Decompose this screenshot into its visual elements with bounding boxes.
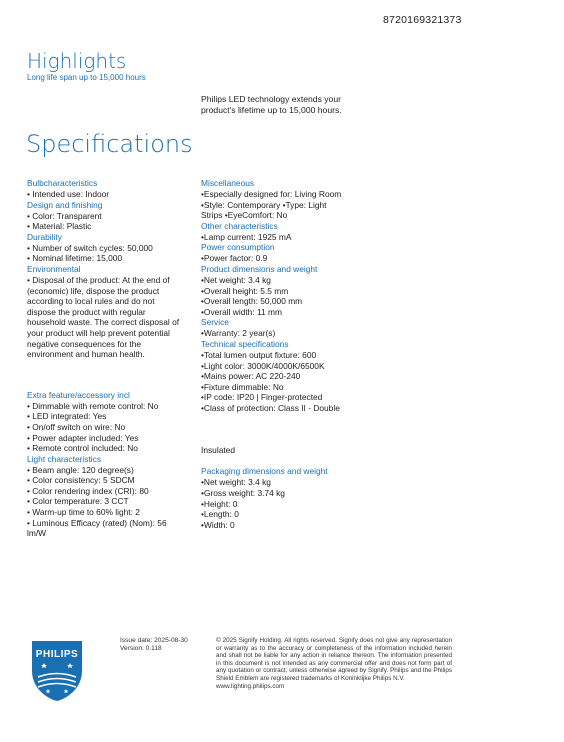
- spec-item: • Nominal lifetime: 15,000: [27, 253, 123, 264]
- spec-item: • Color temperature: 3 CCT: [27, 496, 129, 507]
- spec-item: • LED integrated: Yes: [27, 411, 107, 422]
- issue-date: Issue date: 2025-08-30: [120, 637, 188, 644]
- issue-info: [120, 637, 188, 653]
- spec-item: • Intended use: Indoor: [27, 189, 110, 199]
- spec-item: • Color: Transparent: [27, 210, 102, 221]
- spec-item: •Height: 0: [201, 498, 238, 509]
- spec-item: • Luminous Efficacy (rated) (Nom): 56: [27, 517, 167, 528]
- philips-shield-icon: [24, 637, 90, 703]
- spec-item: • Beam angle: 120 degree(s): [27, 464, 134, 475]
- logo-wordmark: PHILIPS: [35, 649, 79, 660]
- spec-item: •Net weight: 3.4 kg: [201, 274, 271, 285]
- spec-item: Strips •EyeComfort: No: [201, 210, 288, 221]
- section-heading: Other characteristics: [201, 220, 278, 231]
- spec-item: [201, 456, 366, 467]
- spec-item: •Net weight: 3.4 kg: [201, 477, 271, 488]
- spec-item: •Fixture dimmable: No: [201, 381, 284, 392]
- spec-item: •Class of protection: Class II - Double: [201, 402, 340, 413]
- section-heading: Product dimensions and weight: [201, 263, 318, 274]
- specs-left-column: [27, 178, 185, 539]
- specs-right-column: [201, 178, 366, 530]
- spec-item: •Lamp current: 1925 mA: [201, 231, 292, 242]
- spec-item: • Color consistency: 5 SDCM: [27, 475, 135, 486]
- spec-item: [201, 414, 366, 425]
- section-heading: Environmental: [27, 263, 81, 274]
- spec-item: •Overall height: 5.5 mm: [201, 285, 289, 296]
- spec-item: •Gross weight: 3.74 kg: [201, 488, 285, 499]
- section-heading: Packaging dimensions and weight: [201, 466, 328, 477]
- spec-item: • Power adapter included: Yes: [27, 432, 139, 443]
- spec-item: • On/off switch on wire: No: [27, 421, 126, 432]
- section-heading: Power consumption: [201, 242, 275, 253]
- spec-item: •Length: 0: [201, 509, 239, 520]
- website-link[interactable]: www.lighting.philips.com: [216, 682, 285, 690]
- highlights-title: Highlights: [27, 49, 127, 73]
- spec-item: •Width: 0: [201, 519, 235, 530]
- section-heading: Extra feature/accessory incl: [27, 389, 130, 400]
- spec-item: • Material: Plastic: [27, 221, 92, 232]
- section-heading: Service: [201, 317, 229, 328]
- section-heading: Miscellaneous: [201, 178, 255, 188]
- spec-item: •Total lumen output fixture: 600: [201, 349, 317, 360]
- highlights-text: Philips LED technology extends your product's lifetime up to 15,000 hours.: [201, 94, 342, 115]
- spec-item: • Color rendering index (CRI): 80: [27, 485, 149, 496]
- section-heading: Light characteristics: [27, 453, 102, 464]
- spec-item: [201, 435, 366, 446]
- spec-item: •Overall width: 11 mm: [201, 306, 282, 317]
- spec-item: • Number of switch cycles: 50,000: [27, 242, 153, 253]
- spec-item: •Power factor: 0.9: [201, 253, 268, 264]
- spec-item: [201, 424, 366, 435]
- spec-item: • Warm-up time to 60% light: 2: [27, 507, 140, 518]
- specifications-title: Specifications: [26, 130, 193, 158]
- spec-item: lm/W: [27, 528, 47, 539]
- legal-notice: [216, 637, 452, 690]
- spec-item: •Light color: 3000K/4000K/6500K: [201, 360, 325, 371]
- spec-item: •IP code: IP20 | Finger-protected: [201, 392, 323, 403]
- spec-paragraph: • Disposal of the product: At the end of (economic) life, dispose the product according to local rules and do not dispose the product with regular household waste. The correct disposal of your product will help prevent potential negative consequences for the environment and human health.: [27, 274, 180, 360]
- spec-item: Insulated: [201, 445, 235, 456]
- version: Version: 0.118: [120, 645, 162, 652]
- section-heading: Bulbcharacteristics: [27, 178, 98, 188]
- section-heading: Design and finishing: [27, 199, 103, 210]
- spec-item: •Mains power: AC 220-240: [201, 371, 301, 382]
- legal-text: © 2025 Signify Holding. All rights reserved. Signify does not give any representation or warranty as to the accuracy or completeness of the information included herein and shall not be liable for any action in reliance thereon. The information presented in this document is not intended as any commercial offer and does not form part of any quotation or contract, unless otherwise agreed by Signify. Philips and the Philips Shield Emblem are registered trademarks of Koninklijke Philips N.V.: [216, 637, 452, 682]
- highlights-subtitle: Long life span up to 15,000 hours: [27, 73, 146, 82]
- spec-item: • Remote control included: No: [27, 443, 138, 454]
- section-heading: Durability: [27, 231, 62, 242]
- spec-item: •Overall length: 50,000 mm: [201, 296, 303, 307]
- section-heading: Technical specifications: [201, 338, 289, 349]
- product-code: 8720169321373: [383, 14, 462, 26]
- spec-item: •Style: Contemporary •Type: Light: [201, 199, 327, 210]
- philips-shield-logo: [24, 637, 90, 703]
- spec-item: •Especially designed for: Living Room: [201, 189, 342, 199]
- spec-item: • Dimmable with remote control: No: [27, 400, 159, 411]
- spec-item: •Warranty: 2 year(s): [201, 328, 276, 339]
